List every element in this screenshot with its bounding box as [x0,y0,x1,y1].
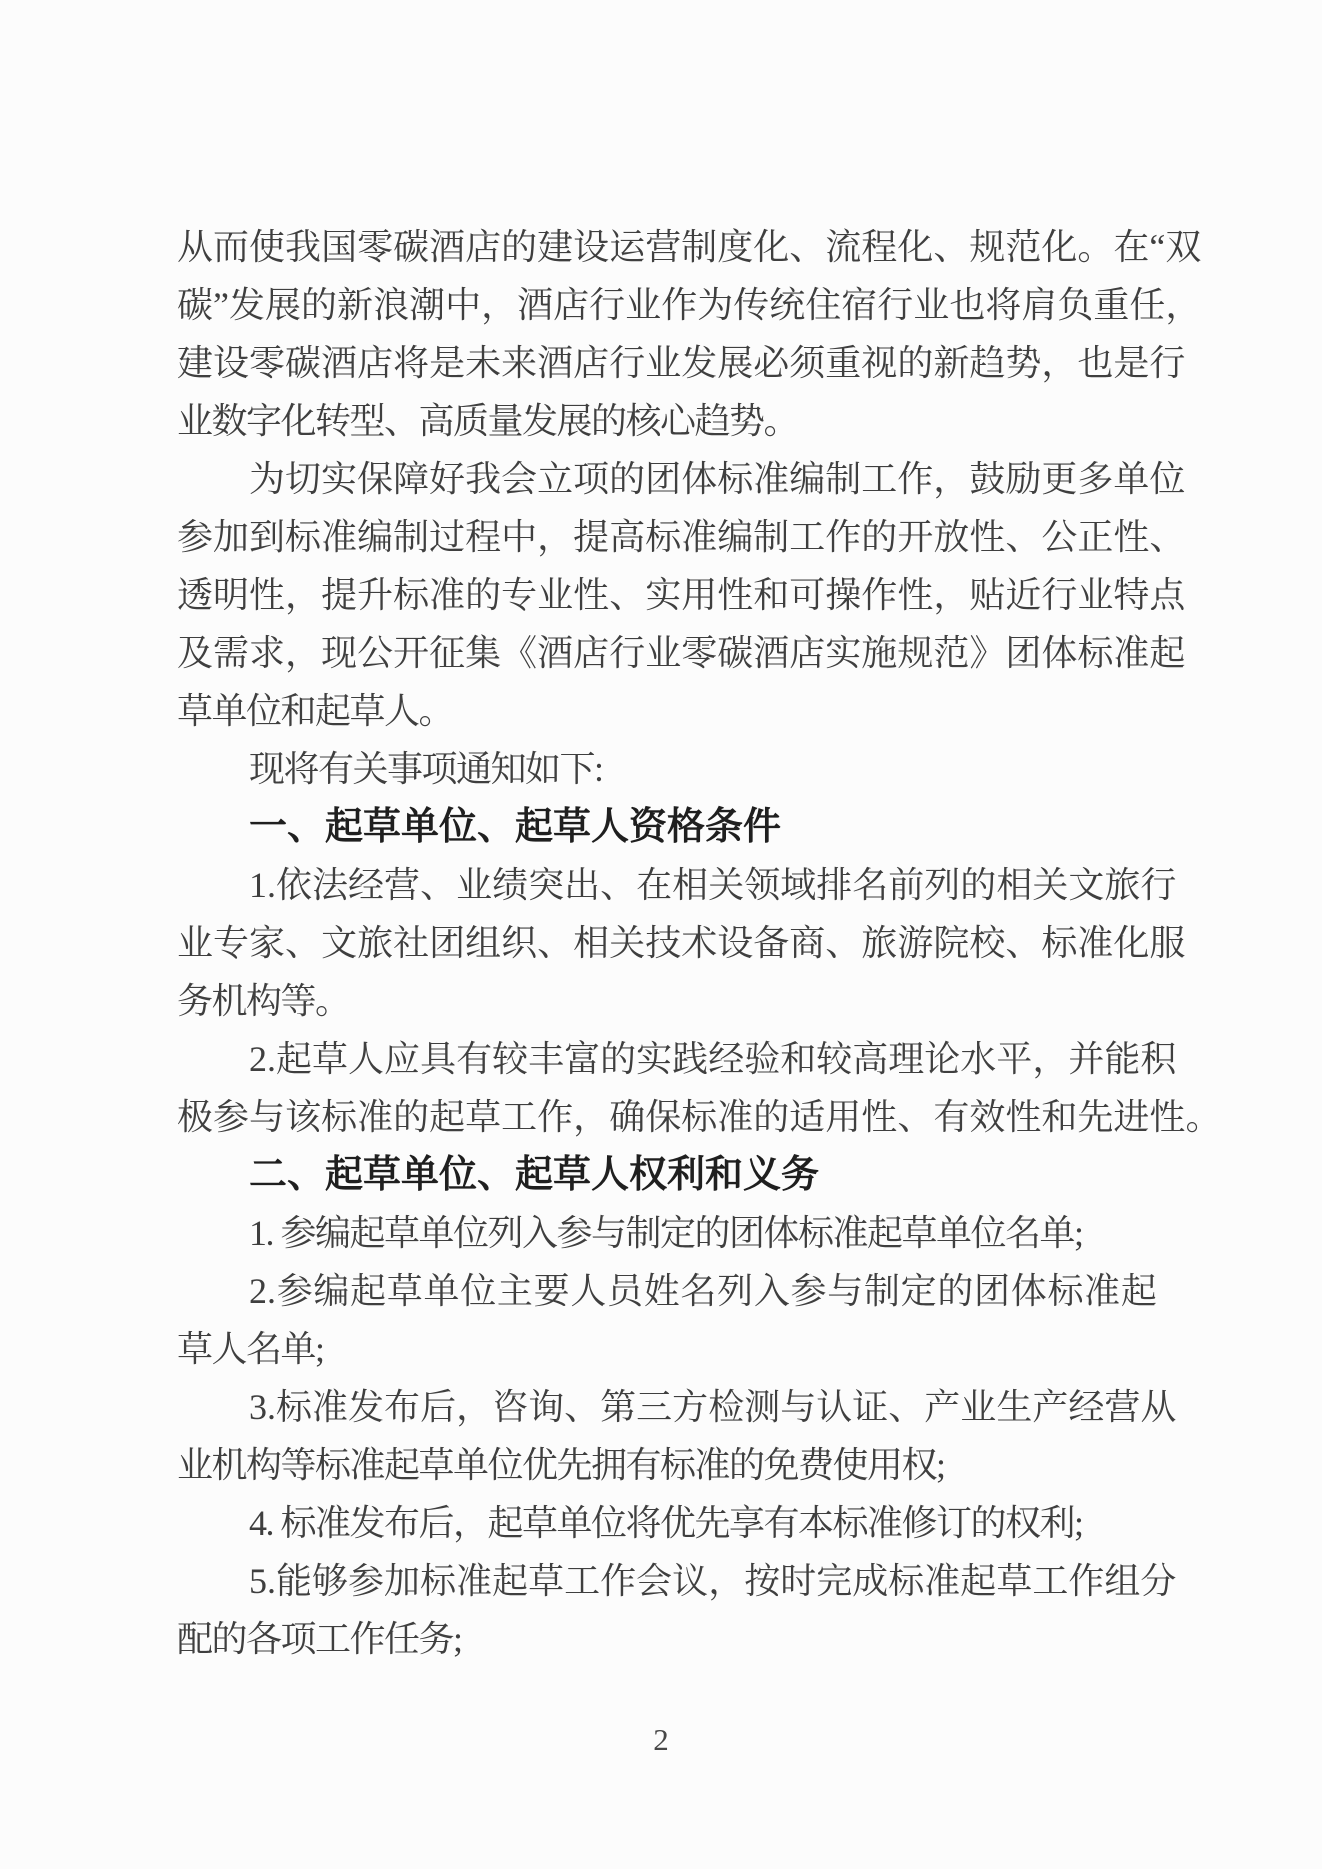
page-number: 2 [653,1722,669,1757]
text-line: 1. 依 法 经 营 、 业 绩 突 出 、 在 相 关 领 域 排 名 前 列 的 相 关 文 旅 行 [249,865,1177,905]
text-line: 参 加 到 标 准 编 制 过 程 中 ， 提 高 标 准 编 制 工 作 的 开 放 性 、 公 正 性 、 [177,517,1186,557]
text-line: 5. 能 够 参 加 标 准 起 草 工 作 会 议 ， 按 时 完 成 标 准 起 草 工 作 组 分 [249,1561,1177,1601]
text-line: 2. 参 编 起 草 单 位 主 要 人 员 姓 名 列 入 参 与 制 定 的 团 体 标 准 起 [249,1271,1157,1311]
text-line: 1. 参编起草单位列入参与制定的团体标准起草单位名单; [249,1213,1083,1253]
text-line: 业 专 家 、 文 旅 社 团 组 织 、 相 关 技 术 设 备 商 、 旅 游 院 校 、 标 准 化 服 [177,923,1186,963]
text-line: 现将有关事项通知如下: [249,749,603,789]
text-line: 及 需 求 ， 现 公 开 征 集 《 酒 店 行 业 零 碳 酒 店 实 施 规 范 》 团 体 标 准 起 [177,633,1186,673]
text-line: 为 切 实 保 障 好 我 会 立 项 的 团 体 标 准 编 制 工 作 ， 鼓 励 更 多 单 位 [249,459,1186,499]
text-line: 3. 标 准 发 布 后 ， 咨 询 、 第 三 方 检 测 与 认 证 、 产 业 生 产 经 营 从 [249,1387,1177,1427]
text-line: 草单位和起草人。 [177,691,454,731]
text-line: 建 设 零 碳 酒 店 将 是 未 来 酒 店 行 业 发 展 必 须 重 视 的 新 趋 势 ， 也 是 行 [177,343,1186,383]
text-line: 务机构等。 [177,981,350,1021]
text-line: 业机构等标准起草单位优先拥有标准的免费使用权; [177,1445,945,1485]
text-line: 配的各项工作任务; [177,1619,462,1659]
text-line: 业数字化转型、高质量发展的核心趋势。 [177,401,799,441]
text-line: 极 参 与 该 标 准 的 起 草 工 作 ， 确 保 标 准 的 适 用 性 、 有 效 性 和 先 进 性 。 [177,1097,1222,1137]
section-heading: 一、起草单位、起草人资格条件 [249,806,782,848]
text-line: 碳 ” 发 展 的 新 浪 潮 中 ， 酒 店 行 业 作 为 传 统 住 宿 行 业 也 将 肩 负 重 任 ， [177,285,1202,325]
text-line: 4. 标准发布后，起草单位将优先享有本标准修订的权利; [249,1503,1083,1543]
text-line: 草人名单; [177,1329,324,1369]
text-line: 从 而 使 我 国 零 碳 酒 店 的 建 设 运 营 制 度 化 、 流 程 化 、 规 范 化 。 在 “ 双 [177,227,1202,267]
text-line: 透 明 性 ， 提 升 标 准 的 专 业 性 、 实 用 性 和 可 操 作 性 ， 贴 近 行 业 特 点 [177,575,1186,615]
section-heading: 二、起草单位、起草人权利和义务 [249,1154,820,1196]
text-line: 2. 起 草 人 应 具 有 较 丰 富 的 实 践 经 验 和 较 高 理 论 水 平 ， 并 能 积 [249,1039,1177,1079]
document-body [177,218,1222,1668]
